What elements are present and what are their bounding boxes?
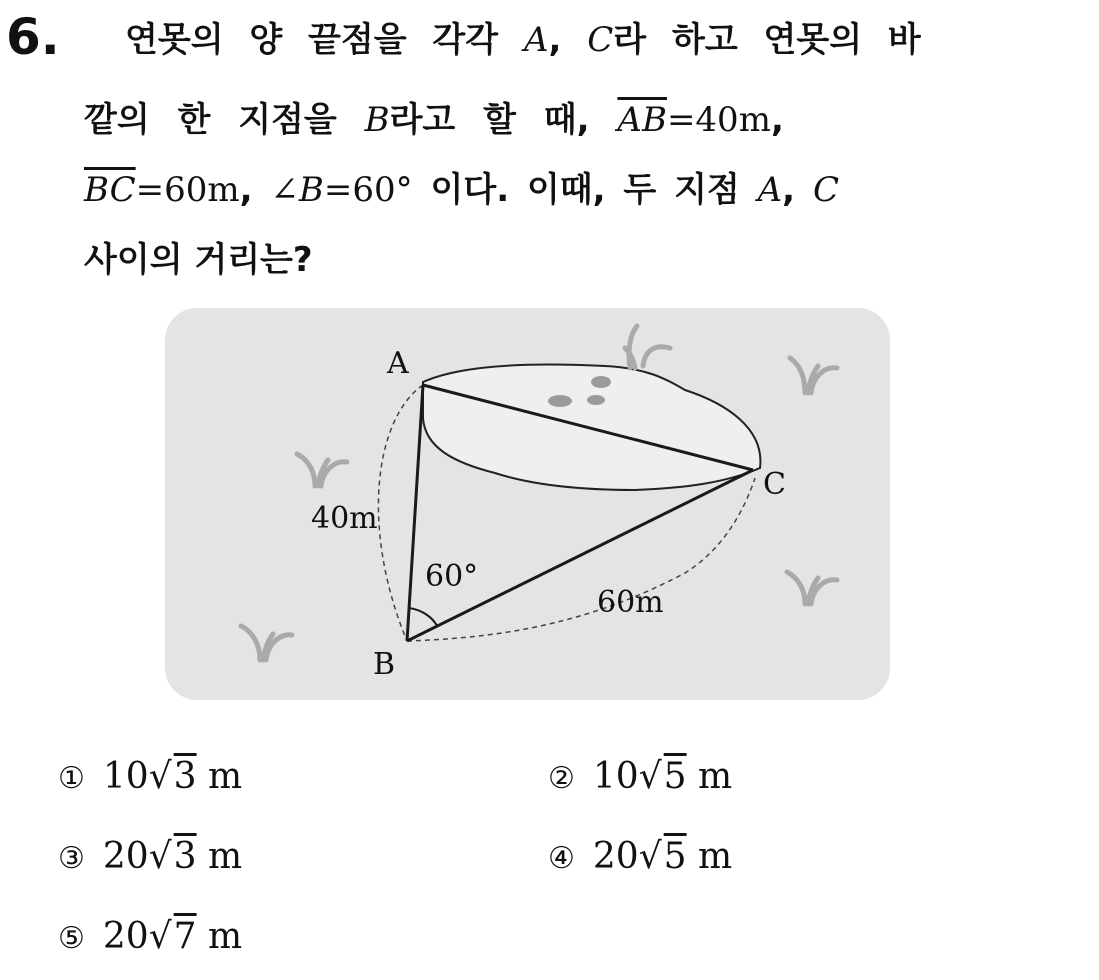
label-c: C (763, 467, 786, 502)
label-angle-b: 60° (425, 559, 479, 594)
choice-coefficient: 20 (102, 916, 149, 957)
question-text-segment: 라고 할 때, (389, 100, 618, 140)
choice-number: ⑤ (58, 921, 85, 956)
choice-unit: m (698, 756, 733, 797)
sqrt-symbol: √ (148, 836, 172, 877)
choice-3[interactable] (58, 832, 242, 882)
pond-figure (165, 308, 890, 700)
question-text-segment: $\overline{BC}$ (84, 170, 136, 210)
question-text-segment: C (812, 170, 839, 210)
choice-radicand: 5 (663, 756, 687, 797)
question-line-2 (84, 92, 784, 148)
question-text-segment: =60m (135, 170, 240, 210)
choice-number: ③ (58, 841, 85, 876)
choice-radicand: 3 (173, 756, 197, 797)
label-b: B (373, 647, 396, 682)
choice-4[interactable] (548, 832, 732, 882)
choice-coefficient: 20 (102, 836, 149, 877)
choice-radicand: 3 (173, 836, 197, 877)
choice-unit: m (208, 916, 243, 957)
question-text-segment: B (364, 100, 390, 140)
choice-unit: m (208, 756, 243, 797)
question-line-1 (125, 12, 921, 68)
label-ab-length: 40m (311, 501, 378, 536)
question-text-segment: B (298, 170, 324, 210)
choice-unit: m (208, 836, 243, 877)
sqrt-symbol: √ (148, 756, 172, 797)
question-text-segment: =60° (323, 170, 413, 210)
question-text-segment: , (548, 20, 588, 60)
question-text-segment: $\overline{AB}$ (617, 100, 667, 140)
question-line-3 (84, 162, 839, 218)
sqrt-symbol: √ (638, 756, 662, 797)
choice-unit: m (698, 836, 733, 877)
choice-radicand: 7 (173, 916, 197, 957)
choice-radicand: 5 (663, 836, 687, 877)
choice-number: ① (58, 761, 85, 796)
label-a: A (387, 346, 409, 381)
question-text-segment: 이다. 이때, 두 지점 (412, 170, 758, 210)
choice-5[interactable] (58, 912, 242, 962)
question-text-segment: ∠ (270, 170, 299, 210)
question-text-segment: C (587, 20, 614, 60)
choice-number: ② (548, 761, 575, 796)
stone-icon (587, 395, 605, 405)
stone-icon (591, 376, 611, 388)
question-line-4 (84, 232, 313, 288)
question-text-segment: 사이의 거리는? (84, 240, 313, 280)
choice-number: ④ (548, 841, 575, 876)
choice-coefficient: 20 (592, 836, 639, 877)
question-text-segment: , (770, 100, 784, 140)
question-text-segment: , (239, 170, 271, 210)
question-text-segment: 라 하고 연못의 바 (613, 20, 921, 60)
question-text-segment: 깥의 한 지점을 (84, 100, 365, 140)
label-bc-length: 60m (597, 585, 664, 620)
question-text-segment: A (757, 170, 783, 210)
question-number: 6. (6, 8, 60, 66)
choice-1[interactable] (58, 752, 242, 802)
question-text-segment: A (523, 20, 549, 60)
sqrt-symbol: √ (638, 836, 662, 877)
stone-icon (548, 395, 572, 407)
choice-coefficient: 10 (102, 756, 149, 797)
question-text-segment: , (782, 170, 813, 210)
choice-coefficient: 10 (592, 756, 639, 797)
sqrt-symbol: √ (148, 916, 172, 957)
question-text-segment: =40m (666, 100, 771, 140)
question-text-segment: 연못의 양 끝점을 각각 (125, 20, 524, 60)
choice-2[interactable] (548, 752, 732, 802)
